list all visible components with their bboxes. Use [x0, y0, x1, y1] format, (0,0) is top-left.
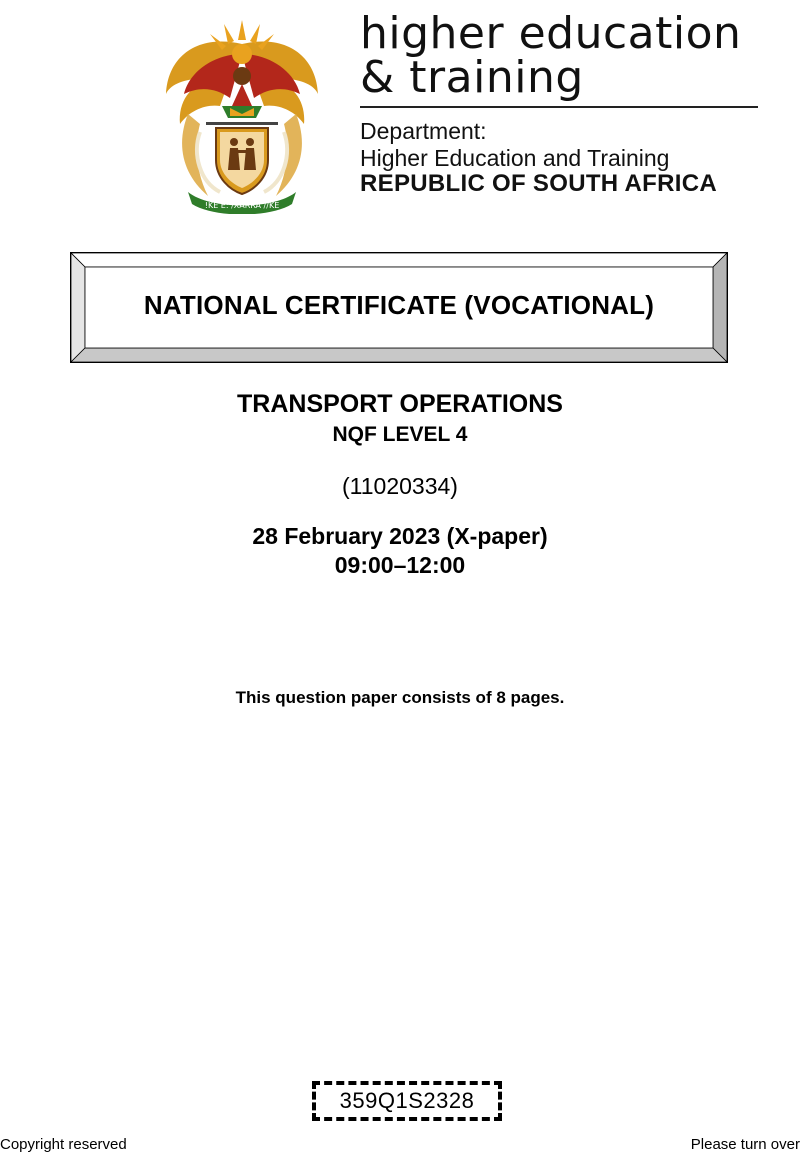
subject-code: (11020334)	[342, 473, 458, 499]
exam-time: 09:00–12:00	[334, 552, 466, 578]
paper-code-box	[312, 1081, 502, 1121]
paper-code-text: 359Q1S2328	[339, 1088, 475, 1113]
svg-text:!KE E: /XARRA //KE: !KE E: /XARRA //KE	[204, 201, 280, 210]
footer-copyright: Copyright reserved	[0, 1136, 127, 1153]
brand-divider	[360, 106, 758, 108]
footer-turn-over: Please turn over	[690, 1136, 800, 1153]
brand-title-line1: higher education	[360, 8, 742, 59]
coat-of-arms-logo	[160, 14, 324, 214]
department-name: Higher Education and Training	[360, 145, 670, 171]
subject-title: TRANSPORT OPERATIONS	[237, 390, 563, 418]
department-label: Department:	[360, 118, 487, 144]
brand-title-line2: & training	[360, 52, 584, 103]
coat-of-arms-icon	[160, 14, 324, 214]
page-count-note: This question paper consists of 8 pages.	[235, 688, 565, 707]
certificate-title: NATIONAL CERTIFICATE (VOCATIONAL)	[143, 290, 655, 320]
nqf-level: NQF LEVEL 4	[332, 423, 468, 446]
exam-date: 28 February 2023 (X-paper)	[252, 523, 548, 549]
certificate-frame	[70, 252, 728, 363]
country-name: REPUBLIC OF SOUTH AFRICA	[360, 170, 717, 197]
